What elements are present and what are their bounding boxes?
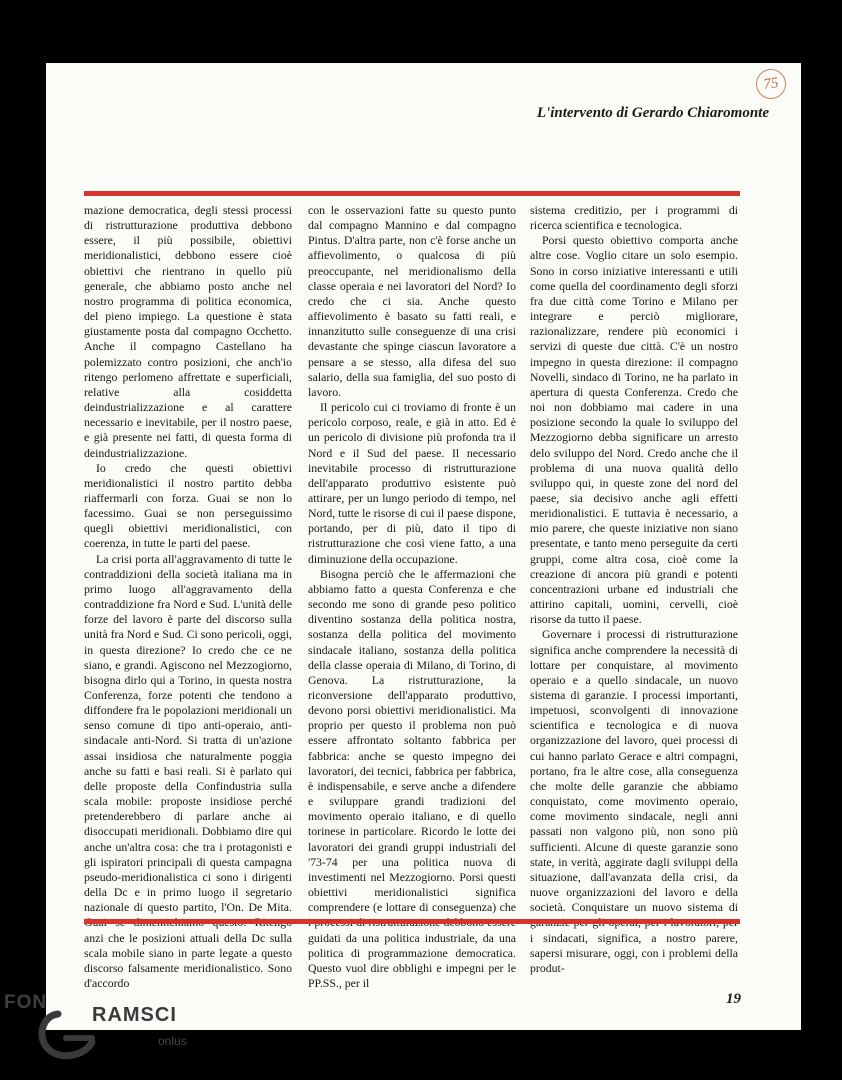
top-red-rule (84, 191, 740, 196)
watermark-text-top: FON (4, 992, 48, 1013)
paragraph: Porsi questo obiettivo comporta anche altre cose. Voglio citare un solo esempio. Sono in corso iniziative interessanti e utili come quella del coordinamento degli sforzi fra due città come Torino e Milano per integrare e perciò migliorare, razionalizzare, rendere più economici i servizi di queste due città. C'è un nostro impegno in questa direzione: il compagno Novelli, sindaco di Torino, ne ha parlato in apertura di questa Conferenza. Credo che noi non dobbiamo mai cadere in una posizione secondo la quale lo sviluppo del Mezzogiorno debba significare un arresto delo sviluppo del Nord. Credo anche che il problema di una nuova qualità dello sviluppo qui, in queste zone del nord del paese, sia decisivo anche agli effetti meridionalistici. E tuttavia è necessario, a mio parere, che queste iniziative non siano presentate, e tanto meno perseguite da certi gruppi, come altra cosa, cioè come la creazione di ancora più grandi e potenti concentrazioni urbane ed industriali che attirino capitali, uomini, cervelli, cioè risorse da tutto il paese. (530, 233, 738, 627)
paragraph: sistema creditizio, per i programmi di ricerca scientifica e tecnologica. (530, 203, 738, 233)
page-number: 19 (726, 991, 741, 1007)
text-column-1 (84, 203, 292, 990)
paragraph: Io credo che questi obiettivi meridionalistici il nostro partito debba riaffermarli con forza. Guai se non lo facessimo. Guai se non perseguissimo quegli obiettivi meridionalistici, con coerenza, in tutte le parti del paese. (84, 460, 292, 551)
paragraph: Governare i processi di ristrutturazione significa anche comprendere la necessità di lottare per conquistare, al movimento operaio e a quello sindacale, un nuovo sistema di garanzie. I processi importanti, impetuosi, sconvolgenti di innovazione scientifica e tecnologica e di nuova organizzazione del lavoro, quei processi di cui hanno parlato Gerace e altri compagni, portano, fra le altre cose, alla conseguenza che molte delle garanzie che abbiamo conquistato, come movimento operaio, come movimento sindacale, negli anni passati non valgono più, non sono più sufficienti. Alcune di queste garanzie sono state, in verità, aggirate dagli sviluppi della situazione, dall'avanzata della crisi, da nuove organizzazioni del lavoro e della società. Conquistare un nuovo sistema di i sindacati, significa, a nostro parere, sapersi misurare, oggi, con i problemi della produt- (530, 627, 738, 975)
text-column-3 (530, 203, 738, 975)
article-header: L'intervento di Gerardo Chiaromonte (536, 105, 769, 121)
archive-stamp: 75 (754, 67, 788, 101)
paragraph: La crisi porta all'aggravamento di tutte le contraddizioni della società italiana ma in primo luogo all'aggravamento della contraddizione fra Nord e Sud. L'unità delle forze del lavoro è parte del discorso sulla unità fra Nord e Sud. Ci sono pericoli, oggi, in questa direzione? Io credo che ce ne siano, e grandi. Agiscono nel Mezzogiorno, bisogna dirlo qui a Torino, in questa nostra Conferenza, forze potenti che tendono a diffondere fra le popolazioni meridionali un senso comune di tipo anti-operaio, anti-sindacale anti-Nord. Si tratta di un'azione assai insidiosa che naturalmente poggia anche su fatti e basi reali. Si è parlato qui delle proposte della Confindustria sulla scala mobile: proposte insidiose perché pretenderebbero di parlare anche ai disoccupati meridionali. Dobbiamo dire qui anche un'altra cosa: che tra i protagonisti e gli ispiratori principali di questa campagna pseudo-meridionalistica ci sono i dirigenti della Dc e in primo luogo il segretario nazionale di questo partito, l'On. De Mita. anzi che le posizioni attuali della Dc sulla scala mobile siano in parte legate a questo discorso falsamente meridionalistico. Sono d'accordo (84, 551, 292, 990)
paragraph: Il pericolo cui ci troviamo di fronte è un pericolo corposo, reale, e già in atto. Ed è un pericolo di divisione più profonda tra il Nord e il Sud del paese. Il necessario inevitabile processo di ristrutturazione dell'apparato produttivo esistente può attirare, per un lungo periodo di tempo, nel Nord, tutte le risorse di cui il paese dispone, portando, per di più, dato il tipo di ristrutturazione che così viene fatto, a una diminuzione della occupazione. (308, 400, 516, 566)
bottom-red-rule (84, 919, 740, 924)
paragraph: mazione democratica, degli stessi processi di ristrutturazione produttiva debbono essere, il più possibile, obiettivi meridionalistici, debbono essere cioè obiettivi che rientrano in quello più generale, che abbiamo posto anche nel nostro programma di politica economica, del pieno impiego. La questione è stata giustamente posta dal compagno Occhetto. Anche il compagno Castellano ha polemizzato contro posizioni, che anch'io ritengo perlomeno affrettate e superficiali, relative alla cosiddetta deindustrializzazione e al carattere necessario e inevitabile, per il nostro paese, e già presente nei fatti, di questa forma di deindustrializzazione. (84, 203, 292, 460)
paragraph: Bisogna perciò che le affermazioni che abbiamo fatto a questa Conferenza e che secondo me sono di grande peso politico diventino sostanza della politica nostra, sostanza della politica del movimento sindacale italiano, sostanza della politica della classe operaia di Milano, di Torino, di Genova. La ristrutturazione, la riconversione dell'apparato produttivo, devono porsi obiettivi meridionalistici. Ma proprio per questo il problema non può essere affrontato soltanto fabbrica per fabbrica: anche se questo impegno dei lavoratori, dei tecnici, fabbrica per fabbrica, è indispensabile, e serve anche a difendere e sviluppare grandi tradizioni del movimento operaio italiano, e di quello torinese in particolare. Ricordo le lotte dei lavoratori dei grandi gruppi industriali del '73-74 per una politica nuova di investimenti nel Mezzogiorno. Porsi questi obiettivi meridionalistici significa comprendere (e lottare di conseguenza) che guidati da una politica industriale, da una politica di programmazione democratica. Questo vuol dire obblighi e impegni per le PP.SS., per il (308, 566, 516, 990)
paragraph: con le osservazioni fatte su questo punto dal compagno Mannino e dal compagno Pintus. D'altra parte, non c'è forse anche un affievolimento, o qualcosa di più preoccupante, nel meridionalismo della classe operaia e nei lavoratori del Nord? Io credo che ci sia. Anche questo affievolimento è basato su fatti reali, e innanzitutto sulle conseguenze di una crisi devastante che spinge ciascun lavoratore a pensare a se stesso, alla difesa del suo salario, della sua famiglia, del suo posto di lavoro. (308, 203, 516, 399)
watermark-text-onlus: onlus (158, 1034, 187, 1048)
text-column-2 (308, 203, 516, 990)
watermark-text-main: RAMSCI (92, 1004, 177, 1026)
document-page (46, 63, 801, 1030)
